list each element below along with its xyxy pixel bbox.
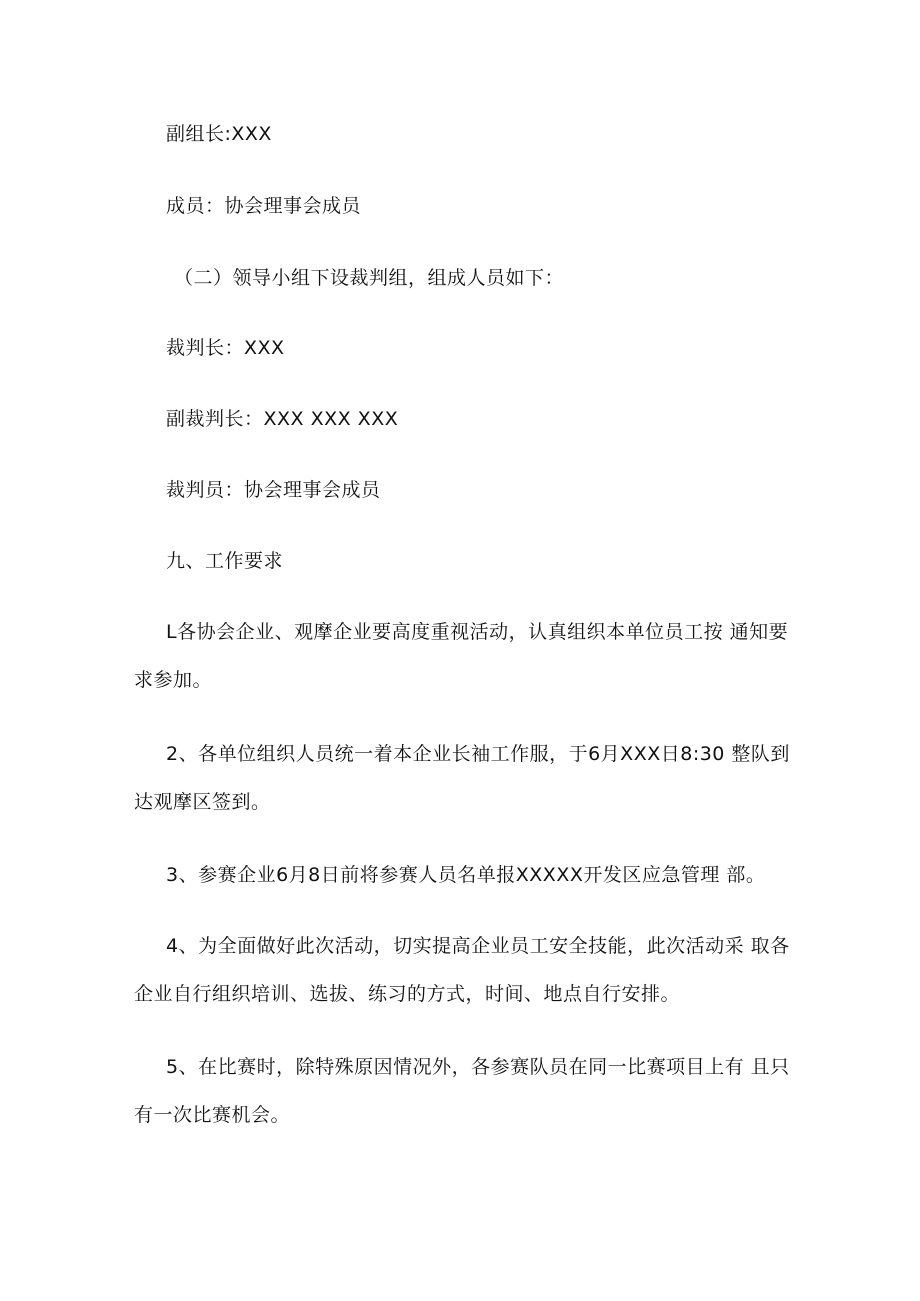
requirement-paragraph-2: 2、各单位组织人员统一着本企业长袖工作服，于6月XXX日8:30 整队到达观摩区签到。 [134,743,790,813]
chief-referee-line: 裁判长：XXX [166,337,285,359]
section-heading-work-requirements: 九、工作要求 [166,550,284,572]
deputy-leader-line: 副组长:XXX [166,123,272,145]
requirement-paragraph-1: L各协会企业、观摩企业要高度重视活动，认真组织本单位员工按 通知要求参加。 [134,621,789,691]
requirement-paragraph-3: 3、参赛企业6月8日前将参赛人员名单报XXXXX开发区应急管理 部。 [166,864,766,886]
referee-group-heading: （二）领导小组下设裁判组，组成人员如下： [174,267,565,289]
requirement-paragraph-5: 5、在比赛时，除特殊原因情况外，各参赛队员在同一比赛项目上有 且只有一次比赛机会。 [134,1056,790,1126]
referees-line: 裁判员：协会理事会成员 [166,479,381,501]
deputy-chief-referee-line: 副裁判长：XXX XXX XXX [166,408,399,430]
requirement-paragraph-4: 4、为全面做好此次活动，切实提高企业员工安全技能，此次活动采 取各企业自行组织培训、选拔、练习的方式，时间、地点自行安排。 [134,935,790,1005]
members-line: 成员：协会理事会成员 [166,195,362,217]
